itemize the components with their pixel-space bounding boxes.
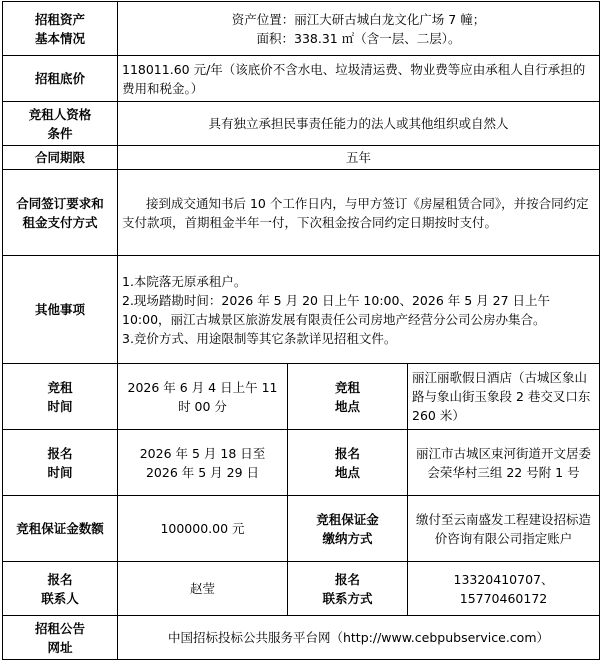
deposit-method-label: 竞租保证金 缴纳方式 <box>288 496 408 562</box>
bid-place-value: 丽江丽歌假日酒店（古城区象山路与象山街玉象段 2 巷交叉口东 260 米） <box>408 364 600 430</box>
asset-label: 招租资产 基本情况 <box>3 2 118 56</box>
contact-phone-label: 报名 联系方式 <box>288 562 408 616</box>
deposit-amount-label: 竞租保证金数额 <box>3 496 118 562</box>
bid-place-label: 竞租 地点 <box>288 364 408 430</box>
bid-row <box>3 364 600 430</box>
term-label: 合同期限 <box>3 146 118 170</box>
rental-notice-table <box>2 1 600 660</box>
signup-time-label: 报名 时间 <box>3 430 118 496</box>
qualification-label: 竞租人资格 条件 <box>3 102 118 146</box>
contract-label: 合同签订要求和 租金支付方式 <box>3 170 118 256</box>
contact-row <box>3 562 600 616</box>
contract-value: 接到成交通知书后 10 个工作日内，与甲方签订《房屋租赁合同》，并按合同约定支付款项，首期租金半年一付，下次租金按合同约定日期按时支付。 <box>118 170 600 256</box>
website-row <box>3 616 600 660</box>
contract-row <box>3 170 600 256</box>
contact-person-label: 报名 联系人 <box>3 562 118 616</box>
term-value: 五年 <box>118 146 600 170</box>
qualification-value: 具有独立承担民事责任能力的法人或其他组织或自然人 <box>118 102 600 146</box>
deposit-amount-value: 100000.00 元 <box>118 496 288 562</box>
qualification-row <box>3 102 600 146</box>
contact-person-value: 赵莹 <box>118 562 288 616</box>
other-item: 1.本院落无原承租户。 <box>122 273 247 289</box>
reserve-price-value: 118011.60 元/年（该底价不含水电、垃圾清运费、物业费等应由承租人自行承担的费用和税金。） <box>118 56 600 102</box>
bid-time-label: 竞租 时间 <box>3 364 118 430</box>
reserve-price-row <box>3 56 600 102</box>
other-item: 3.竞价方式、用途限制等其它条款详见招租文件。 <box>122 330 397 346</box>
deposit-method-value: 缴付至云南盛发工程建设招标造价咨询有限公司指定账户 <box>408 496 600 562</box>
term-row <box>3 146 600 170</box>
bid-time-value: 2026 年 6 月 4 日上午 11 时 00 分 <box>118 364 288 430</box>
other-item: 2.现场踏勘时间：2026 年 5 月 20 日上午 10:00、2026 年 5 月 27 日上午 10:00，丽江古城景区旅游发展有限责任公司房地产经营分公司公房办集合。 <box>122 292 550 327</box>
other-matters-row <box>3 256 600 364</box>
signup-place-label: 报名 地点 <box>288 430 408 496</box>
website-link[interactable]: 中国招标投标公共服务平台网（http://www.cebpubservice.com） <box>118 616 600 660</box>
reserve-price-label: 招租底价 <box>3 56 118 102</box>
other-matters-value <box>118 256 600 364</box>
other-matters-label: 其他事项 <box>3 256 118 364</box>
deposit-row <box>3 496 600 562</box>
signup-place-value: 丽江市古城区束河街道开文居委会荣华村三组 22 号附 1 号 <box>408 430 600 496</box>
signup-time-value: 2026 年 5 月 18 日至 2026 年 5 月 29 日 <box>118 430 288 496</box>
contact-phone-value: 13320410707、15770460172 <box>408 562 600 616</box>
signup-row <box>3 430 600 496</box>
asset-row <box>3 2 600 56</box>
website-label: 招租公告 网址 <box>3 616 118 660</box>
asset-value: 资产位置：丽江大研古城白龙文化广场 7 幢； 面积：338.31 ㎡（含一层、二层）。 <box>118 2 600 56</box>
